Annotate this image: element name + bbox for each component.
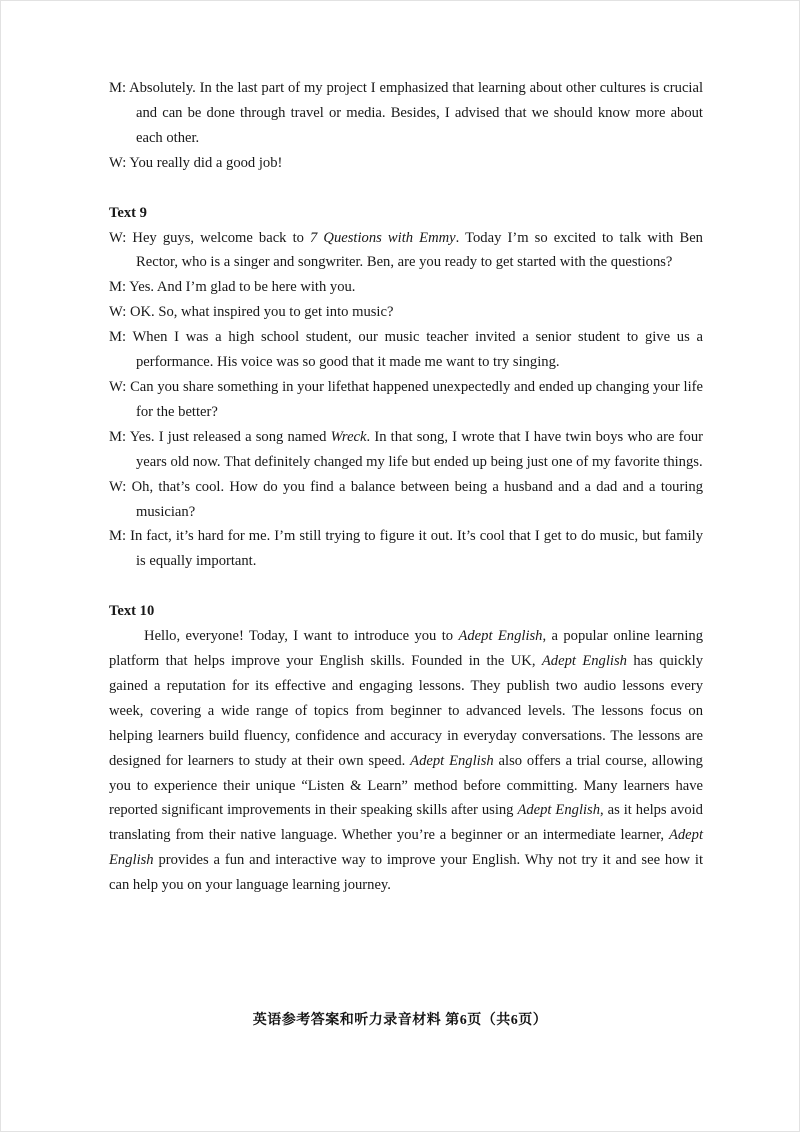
speaker-label: M: <box>109 428 127 445</box>
text-segment: . Today I’m so excited to talk with Ben Rector, who is a singer and songwriter. Ben, are you ready to get started with the questions? <box>136 229 703 271</box>
italic-title-text: Adept English <box>541 653 627 670</box>
text-segment: provides a fun and interactive way to improve your English. Why not try it and see how it can help you on your language learning journey. <box>109 852 703 894</box>
dialogue-line <box>109 76 703 151</box>
speaker-label: M: <box>109 279 127 296</box>
dialogue-line <box>109 151 703 176</box>
dialogue-line <box>109 226 703 276</box>
dialogue-line <box>109 475 703 525</box>
dialogue-line <box>109 325 703 375</box>
italic-title-text: Adept English <box>109 827 703 869</box>
italic-title-text: 7 Questions with Emmy <box>310 229 456 246</box>
speaker-label: W: <box>109 378 127 395</box>
dialogue-line <box>109 275 703 300</box>
section-heading: Text 10 <box>109 603 155 620</box>
transcript-section <box>109 76 703 176</box>
text-segment: Hey guys, welcome back to <box>132 229 311 246</box>
text-segment: Yes. And I’m glad to be here with you. <box>129 279 356 296</box>
page-footer: 英语参考答案和听力录音材料 第6页（共6页） <box>252 1013 548 1028</box>
speaker-label: W: <box>109 229 127 246</box>
speaker-label: M: <box>109 528 127 545</box>
transcript-section <box>109 201 703 575</box>
italic-title-text: Adept English <box>517 802 601 819</box>
page-content <box>109 76 703 898</box>
text-segment: also offers a trial course, allowing you to experience their unique “Listen & Learn” method before committing. Many learners have reported significant improvements in their speaking skills after using <box>109 752 703 819</box>
text-segment: When I was a high school student, our music teacher invited a senior student to give us a performance. His voice was so good that it made me want to try singing. <box>132 329 704 371</box>
speaker-label: W: <box>109 154 127 171</box>
text-segment: Absolutely. In the last part of my project I emphasized that learning about other cultures is crucial and can be done through travel or media. Besides, I advised that we should know more about each other. <box>129 80 704 146</box>
text-segment: has quickly gained a reputation for its effective and engaging lessons. They publish two audio lessons every week, covering a wide range of topics from beginner to advanced levels. The lessons focus on helping learners build fluency, confidence and accuracy in everyday conversations. The lessons are designed for learners to study at their own speed. <box>109 653 703 769</box>
text-segment: , a popular online learning platform that helps improve your English skills. Founded in the UK, <box>109 628 703 670</box>
speaker-label: M: <box>109 80 127 96</box>
text-segment: Hello, everyone! Today, I want to introduce you to <box>144 628 459 645</box>
dialogue-line <box>109 300 703 325</box>
speaker-label: W: <box>109 304 127 321</box>
italic-title-text: Adept English <box>410 752 494 769</box>
transcript-section <box>109 599 703 898</box>
text-segment: OK. So, what inspired you to get into music? <box>129 304 394 321</box>
italic-title-text: Wreck <box>330 428 367 445</box>
text-segment: In fact, it’s hard for me. I’m still trying to figure it out. It’s cool that I get to do music, but family is equally important. <box>130 528 703 570</box>
speaker-label: M: <box>109 329 127 346</box>
text-segment: . In that song, I wrote that I have twin boys who are four years old now. That definitely changed my life but ended up being just one of my favorite things. <box>136 428 703 470</box>
text-segment: Oh, that’s cool. How do you find a balance between being a husband and a dad and a touring musician? <box>131 478 703 520</box>
speaker-label: W: <box>109 478 127 495</box>
dialogue-line <box>109 375 703 425</box>
section-heading: Text 9 <box>109 204 147 221</box>
paragraph <box>109 624 703 898</box>
text-segment: Can you share something in your lifethat happened unexpectedly and ended up changing your life for the better? <box>130 378 703 420</box>
italic-title-text: Adept English <box>458 628 543 645</box>
dialogue-line <box>109 524 703 574</box>
dialogue-line <box>109 425 703 475</box>
text-segment: You really did a good job! <box>129 154 283 171</box>
text-segment: Yes. I just released a song named <box>129 428 331 445</box>
text-segment: , as it helps avoid translating from their native language. Whether you’re a beginner or an intermediate learner, <box>109 802 703 844</box>
